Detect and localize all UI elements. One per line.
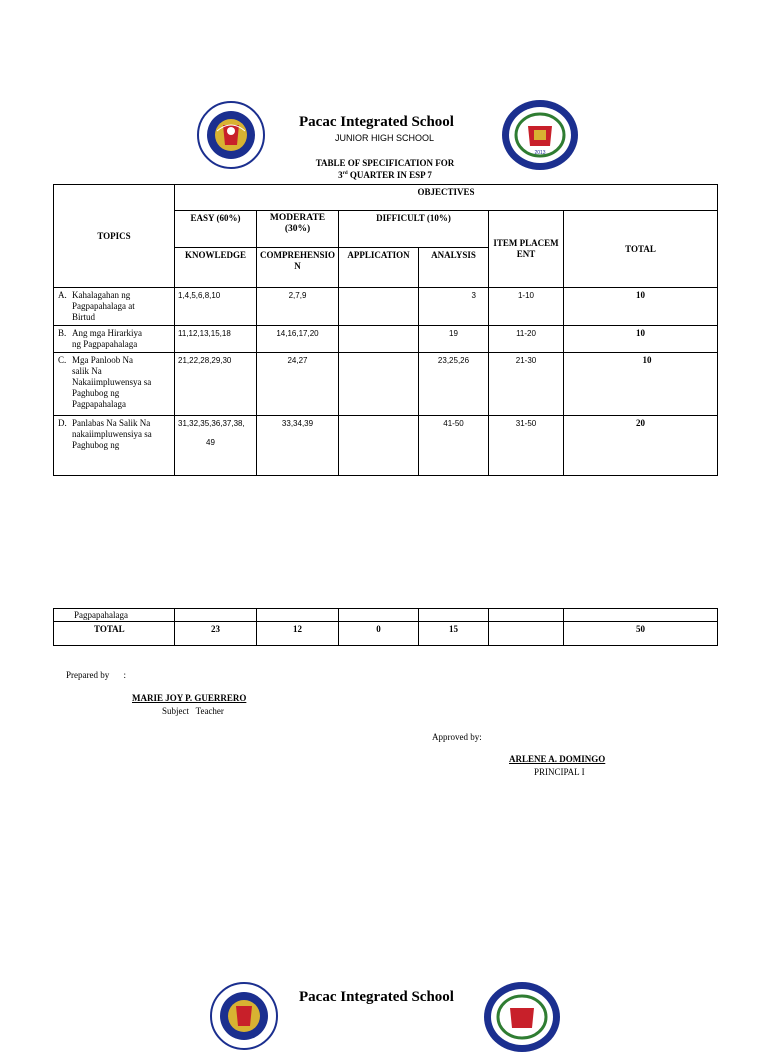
prepared-title: Subject Teacher [162, 706, 224, 716]
school-seal-year: 2013 [534, 150, 546, 156]
quarter-subject: QUARTER IN ESP 7 [347, 170, 432, 180]
header-knowledge: KNOWLEDGE [175, 248, 257, 288]
header-item-placement: ITEM PLACEMENT [489, 211, 564, 288]
knowledge-items: 31,32,35,36,37,38, [178, 419, 245, 428]
doc-title-line1: TABLE OF SPECIFICATION FOR [315, 158, 455, 168]
table-row [54, 326, 718, 353]
topic-cell [54, 353, 175, 416]
placement-cell: 21-30 [489, 353, 564, 416]
knowledge-cell: 21,22,28,29,30 [175, 353, 257, 416]
comprehension-cell: 2,7,9 [257, 288, 339, 326]
topic-cell [54, 326, 175, 353]
header-application: APPLICATION [339, 248, 419, 288]
knowledge-cell: 11,12,13,15,18 [175, 326, 257, 353]
knowledge-extra: 49 [206, 438, 215, 447]
school-seal-page2 [482, 980, 562, 1054]
header-total: TOTAL [564, 211, 718, 288]
header-topics: TOPICS [54, 185, 175, 288]
doc-title-line2 [280, 170, 490, 180]
total-cell: 10 [564, 353, 718, 416]
analysis-cell: 23,25,26 [419, 353, 489, 416]
placement-cell: 1-10 [489, 288, 564, 326]
prepared-by [66, 670, 126, 680]
prepared-name: MARIE JOY P. GUERRERO [132, 693, 247, 703]
header-moderate: MODERATE (30%) [257, 211, 339, 248]
totals-analysis: 15 [419, 622, 489, 646]
analysis-cell: 19 [419, 326, 489, 353]
total-cell: 10 [564, 288, 718, 326]
application-cell [339, 326, 419, 353]
analysis-cell: 41-50 [419, 416, 489, 476]
topic-letter: A. [58, 290, 67, 300]
application-cell [339, 353, 419, 416]
totals-knowledge: 23 [175, 622, 257, 646]
prepared-by-label: Prepared by [66, 670, 110, 680]
topic-text: Kahalagahan ng Pagpapahalaga at Birtud [72, 290, 135, 322]
analysis-cell: 3 [419, 288, 489, 326]
prepared-by-colon: : [123, 670, 126, 680]
knowledge-cell [175, 416, 257, 476]
deped-seal-icon [197, 101, 265, 169]
topic-cell [54, 416, 175, 476]
placement-cell: 31-50 [489, 416, 564, 476]
deped-seal [197, 101, 265, 169]
totals-total: 50 [564, 622, 718, 646]
total-cell: 20 [564, 416, 718, 476]
quarter-ordinal-suffix: rd [342, 171, 348, 176]
header-easy: EASY (60%) [175, 211, 257, 248]
topic-letter: C. [58, 355, 67, 365]
table-row [54, 353, 718, 416]
school-seal [500, 98, 580, 172]
application-cell [339, 288, 419, 326]
totals-label: TOTAL [54, 622, 175, 646]
approved-name: ARLENE A. DOMINGO [509, 754, 606, 764]
comprehension-cell: 14,16,17,20 [257, 326, 339, 353]
totals-table [53, 608, 718, 646]
specification-table [53, 184, 718, 476]
header-analysis: ANALYSIS [419, 248, 489, 288]
school-name-page2: Pacac Integrated School [299, 989, 454, 1005]
topic-text: Ang mga Hirarkiya ng Pagpapahalaga [72, 328, 142, 349]
placement-cell: 11-20 [489, 326, 564, 353]
school-division: JUNIOR HIGH SCHOOL [335, 133, 435, 143]
table-row [54, 416, 718, 476]
topic-letter: D. [58, 418, 67, 428]
comprehension-cell: 33,34,39 [257, 416, 339, 476]
topic-text: Panlabas Na Salik Na nakaiimpluwensiya sa Paghubog ng [72, 418, 152, 450]
school-seal-icon [482, 980, 562, 1054]
school-seal-icon [500, 98, 580, 172]
header-comprehension: COMPREHENSION [257, 248, 339, 288]
total-cell: 10 [564, 326, 718, 353]
totals-comprehension: 12 [257, 622, 339, 646]
continuation-row [54, 609, 718, 622]
deped-seal-icon [210, 982, 278, 1050]
continuation-topic: Pagpapahalaga [54, 609, 175, 622]
topic-text: Mga Panloob Na salik Na Nakaiimpluwensya sa Paghubog ng Pagpapahalaga [72, 355, 152, 409]
school-name: Pacac Integrated School [299, 114, 454, 130]
totals-placement [489, 622, 564, 646]
header-difficult: DIFFICULT (10%) [339, 211, 489, 248]
topic-cell [54, 288, 175, 326]
topic-letter: B. [58, 328, 67, 338]
table-row [54, 288, 718, 326]
deped-seal-page2 [210, 982, 278, 1050]
quarter-ordinal: 3 [338, 170, 343, 180]
approved-by-label: Approved by: [432, 732, 482, 742]
knowledge-cell: 1,4,5,6,8,10 [175, 288, 257, 326]
approved-title: PRINCIPAL I [534, 767, 585, 777]
totals-application: 0 [339, 622, 419, 646]
totals-row [54, 622, 718, 646]
comprehension-cell: 24,27 [257, 353, 339, 416]
application-cell [339, 416, 419, 476]
header-objectives: OBJECTIVES [175, 185, 718, 211]
